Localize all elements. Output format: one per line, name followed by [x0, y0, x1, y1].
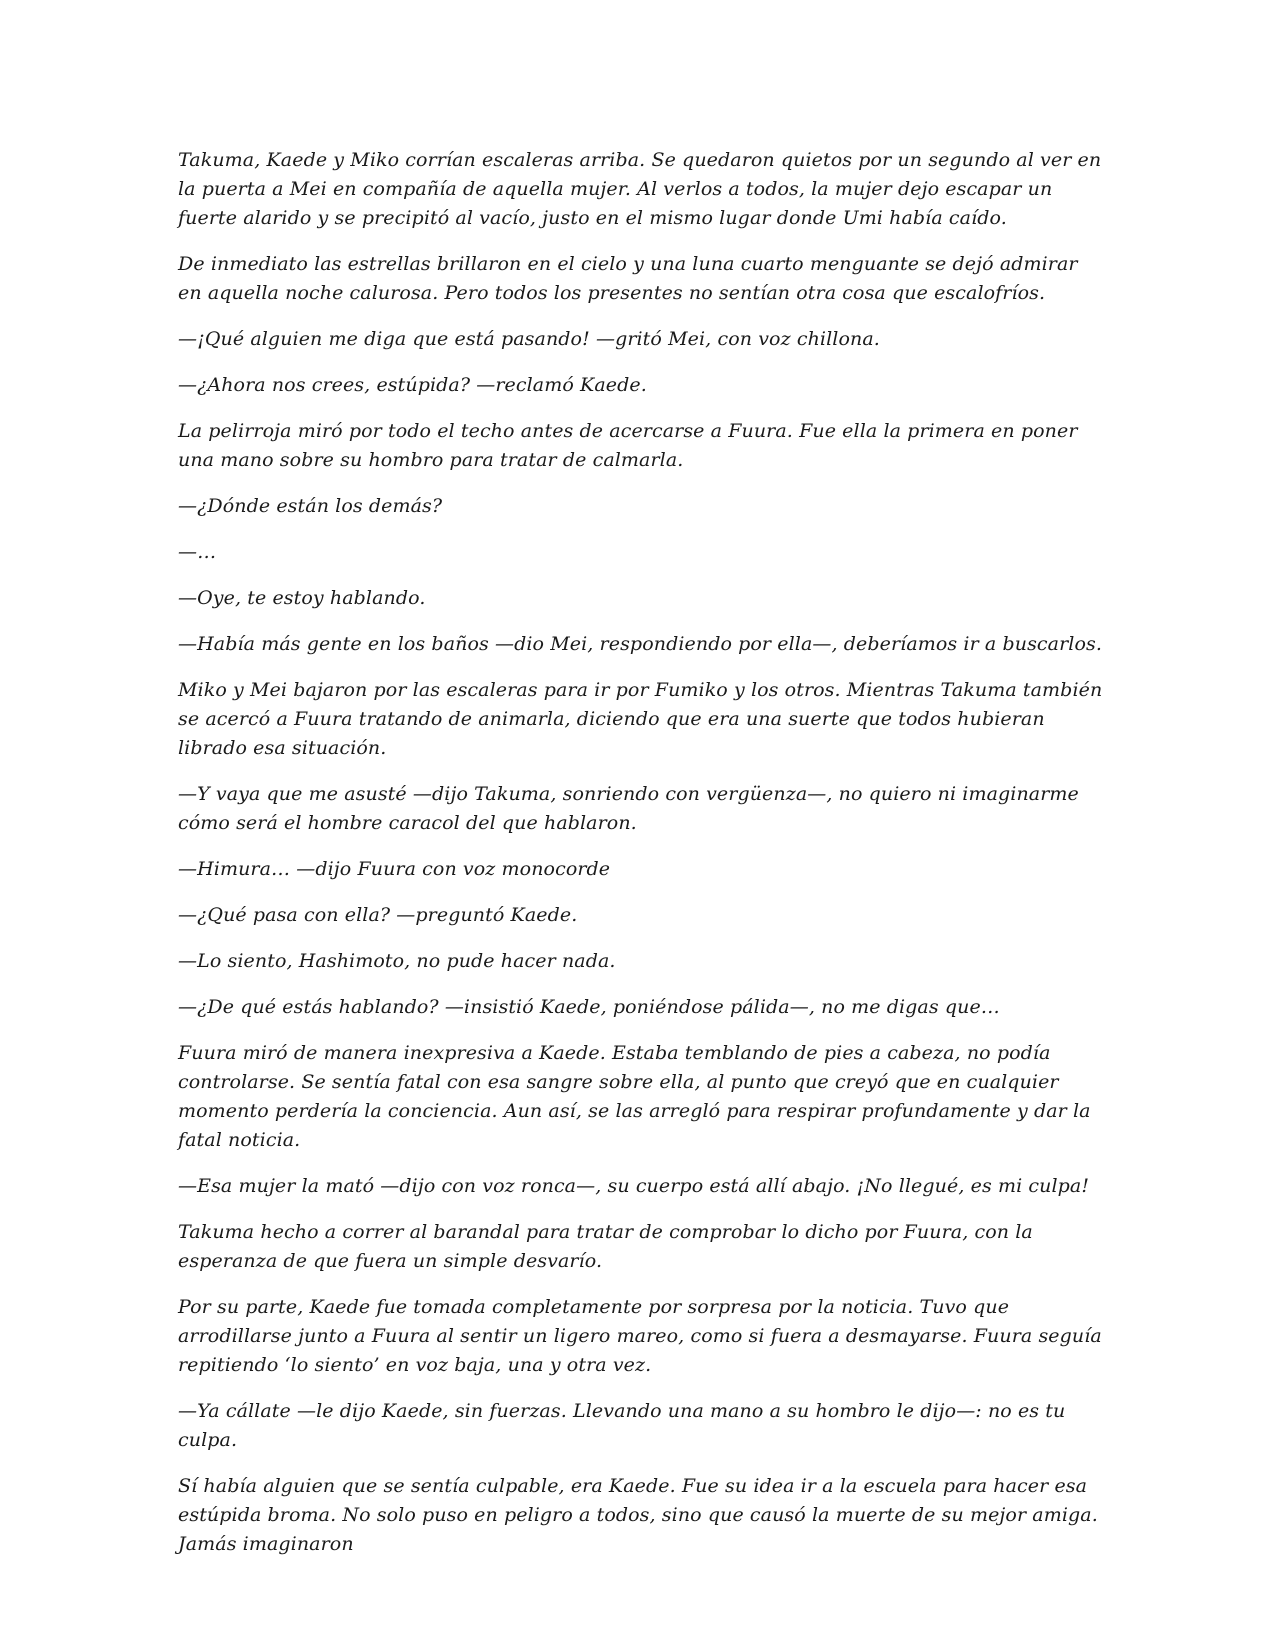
paragraph: —Himura… —dijo Fuura con voz monocorde	[178, 858, 611, 880]
paragraph: —¿De qué estás hablando? —insistió Kaede, poniéndose pálida—, no me digas que…	[178, 996, 1000, 1018]
paragraph: —Lo siento, Hashimoto, no pude hacer nada.	[178, 950, 616, 972]
paragraph: Por su parte, Kaede fue tomada completamente por sorpresa por la noticia. Tuvo que arrodillarse junto a Fuura al sentir un ligero mareo, como si fuera a desmayarse. Fuura seguía repitiendo ‘lo siento’ en voz baja, una y otra vez.	[178, 1296, 1102, 1376]
paragraph: —¿Qué pasa con ella? —preguntó Kaede.	[178, 904, 578, 926]
paragraph: Miko y Mei bajaron por las escaleras para ir por Fumiko y los otros. Mientras Takuma también se acercó a Fuura tratando de animarla, diciendo que era una suerte que todos hubieran librado esa situación.	[178, 679, 1103, 759]
paragraph: Takuma hecho a correr al barandal para tratar de comprobar lo dicho por Fuura, con la esperanza de que fuera un simple desvarío.	[178, 1221, 1033, 1272]
paragraph: —¡Qué alguien me diga que está pasando! —gritó Mei, con voz chillona.	[178, 328, 880, 350]
body-text	[178, 146, 1103, 1576]
paragraph: —…	[178, 541, 217, 563]
paragraph: —Ya cállate —le dijo Kaede, sin fuerzas. Llevando una mano a su hombro le dijo—: no es tu culpa.	[178, 1400, 1066, 1451]
paragraph: —Oye, te estoy hablando.	[178, 587, 426, 609]
paragraph: De inmediato las estrellas brillaron en el cielo y una luna cuarto menguante se dejó admirar en aquella noche calurosa. Pero todos los presentes no sentían otra cosa que escalofríos.	[178, 253, 1078, 304]
paragraph: —¿Dónde están los demás?	[178, 495, 443, 517]
paragraph: —Esa mujer la mató —dijo con voz ronca—, su cuerpo está allí abajo. ¡No llegué, es mi culpa!	[178, 1175, 1090, 1197]
paragraph: Fuura miró de manera inexpresiva a Kaede. Estaba temblando de pies a cabeza, no podía controlarse. Se sentía fatal con esa sangre sobre ella, al punto que creyó que en cualquier momento perdería la conciencia. Aun así, se las arregló para respirar profundamente y dar la fatal noticia.	[178, 1042, 1091, 1151]
paragraph: Takuma, Kaede y Miko corrían escaleras arriba. Se quedaron quietos por un segundo al ver en la puerta a Mei en compañía de aquella mujer. Al verlos a todos, la mujer dejo escapar un fuerte alarido y se precipitó al vacío, justo en el mismo lugar donde Umi había caído.	[178, 149, 1102, 229]
paragraph: —Y vaya que me asusté —dijo Takuma, sonriendo con vergüenza—, no quiero ni imaginarme cómo será el hombre caracol del que hablaron.	[178, 783, 1079, 834]
paragraph: —¿Ahora nos crees, estúpida? —reclamó Kaede.	[178, 374, 647, 396]
paragraph: La pelirroja miró por todo el techo antes de acercarse a Fuura. Fue ella la primera en poner una mano sobre su hombro para tratar de calmarla.	[178, 420, 1078, 471]
paragraph: Sí había alguien que se sentía culpable, era Kaede. Fue su idea ir a la escuela para hacer esa estúpida broma. No solo puso en peligro a todos, sino que causó la muerte de su mejor amiga. Jamás imaginaron	[178, 1475, 1098, 1555]
paragraph: —Había más gente en los baños —dio Mei, respondiendo por ella—, deberíamos ir a buscarlos.	[178, 633, 1102, 655]
